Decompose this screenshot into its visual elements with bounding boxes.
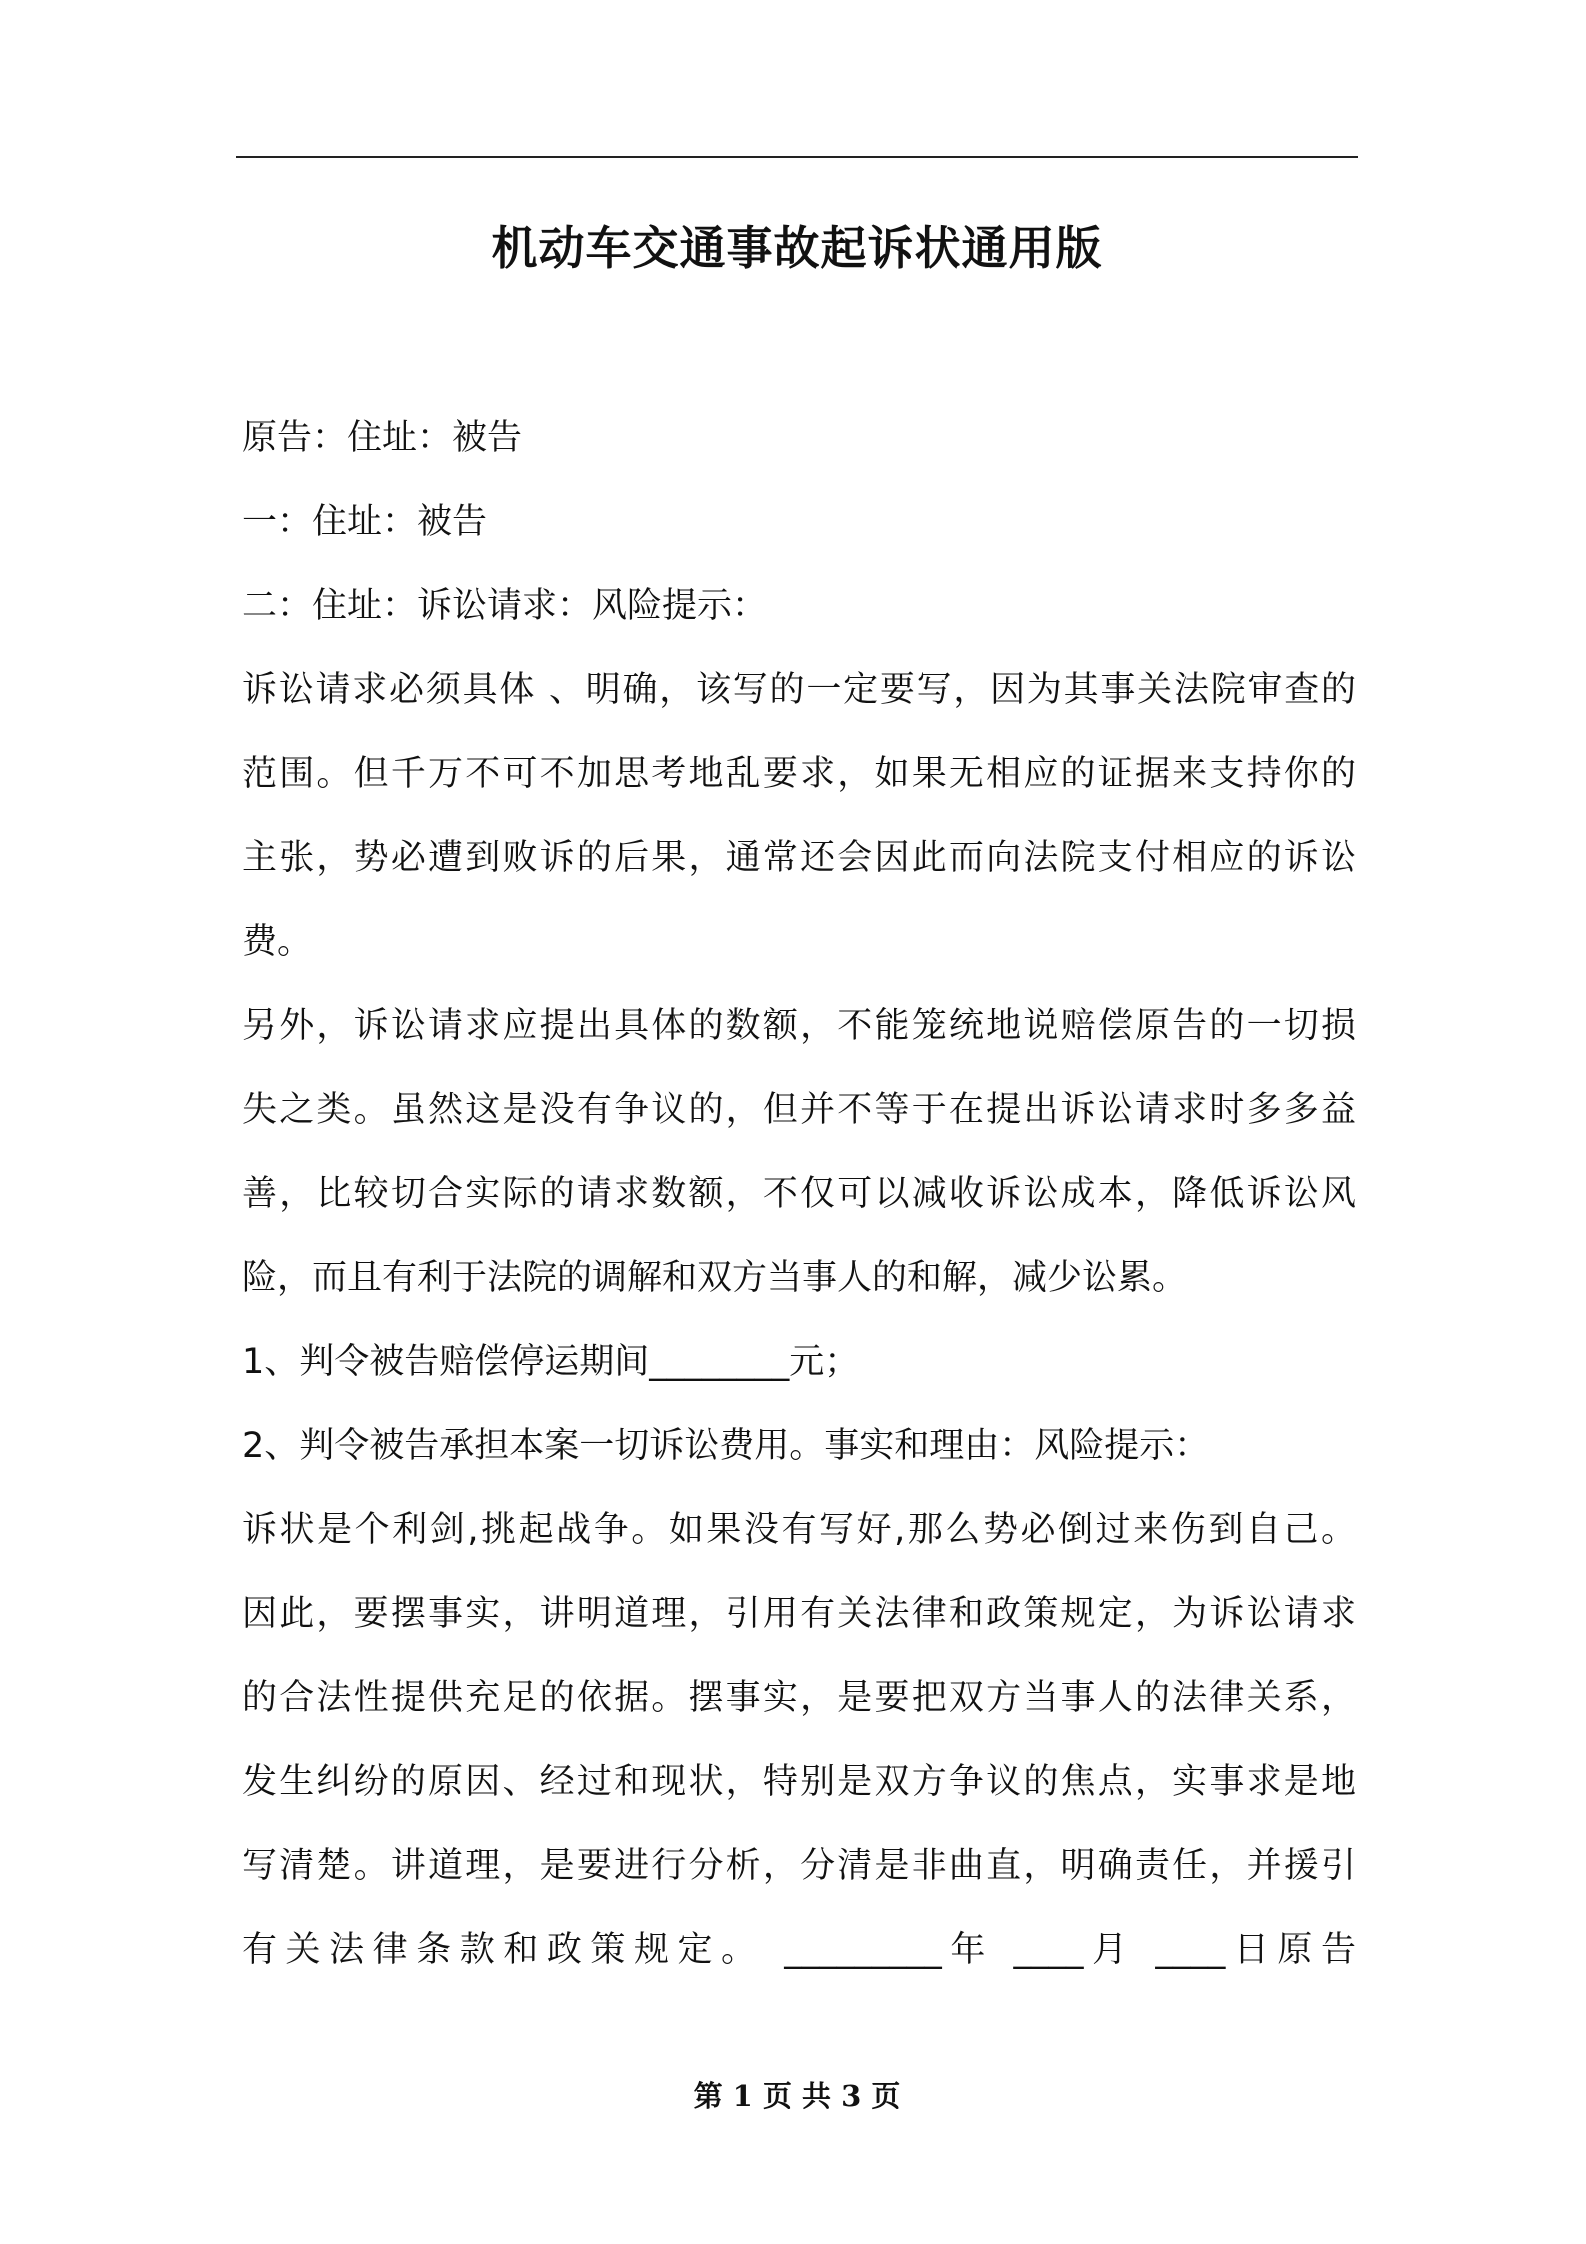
text-line: 有关法律条款和政策规定。 _________年 ____月 ____日原告 — [242, 1930, 1356, 1970]
text-line: 险，而且有利于法院的调解和双方当事人的和解，减少讼累。 — [242, 1258, 1188, 1298]
text-line: 的合法性提供充足的依据。摆事实，是要把双方当事人的法律关系， — [242, 1678, 1356, 1718]
text-line: 诉讼请求必须具体 、明确，该写的一定要写，因为其事关法院审查的 — [242, 670, 1356, 710]
text-line: 因此，要摆事实，讲明道理，引用有关法律和政策规定，为诉讼请求 — [242, 1594, 1356, 1634]
header-rule — [236, 156, 1358, 158]
text-line: 发生纠纷的原因、经过和现状，特别是双方争议的焦点，实事求是地 — [242, 1762, 1356, 1802]
text-line: 写清楚。讲道理，是要进行分析，分清是非曲直，明确责任，并援引 — [242, 1846, 1356, 1886]
text-line: 善，比较切合实际的请求数额，不仅可以减收诉讼成本，降低诉讼风 — [242, 1174, 1356, 1214]
text-line: 失之类。虽然这是没有争议的，但并不等于在提出诉讼请求时多多益 — [242, 1090, 1356, 1130]
text-line: 二：住址：诉讼请求：风险提示： — [242, 586, 768, 626]
text-line: 主张，势必遭到败诉的后果，通常还会因此而向法院支付相应的诉讼 — [242, 838, 1356, 878]
text-line: 另外，诉讼请求应提出具体的数额，不能笼统地说赔偿原告的一切损 — [242, 1006, 1356, 1046]
text-line: 诉状是个利剑,挑起战争。如果没有写好,那么势必倒过来伤到自己。 — [242, 1510, 1356, 1550]
document-body — [242, 396, 1356, 1992]
document-title: 机动车交通事故起诉状通用版 — [491, 221, 1103, 275]
text-line: 原告：住址：被告 — [242, 418, 523, 458]
page-number-footer: 第 1 页 共 3 页 — [693, 2079, 901, 2113]
text-line: 一：住址：被告 — [242, 502, 488, 542]
text-line: 2、判令被告承担本案一切诉讼费用。事实和理由：风险提示： — [242, 1426, 1210, 1466]
text-line: 范围。但千万不可不加思考地乱要求，如果无相应的证据来支持你的 — [242, 754, 1356, 794]
text-line: 1、判令被告赔偿停运期间________元； — [242, 1342, 860, 1382]
text-line: 费。 — [242, 922, 313, 962]
